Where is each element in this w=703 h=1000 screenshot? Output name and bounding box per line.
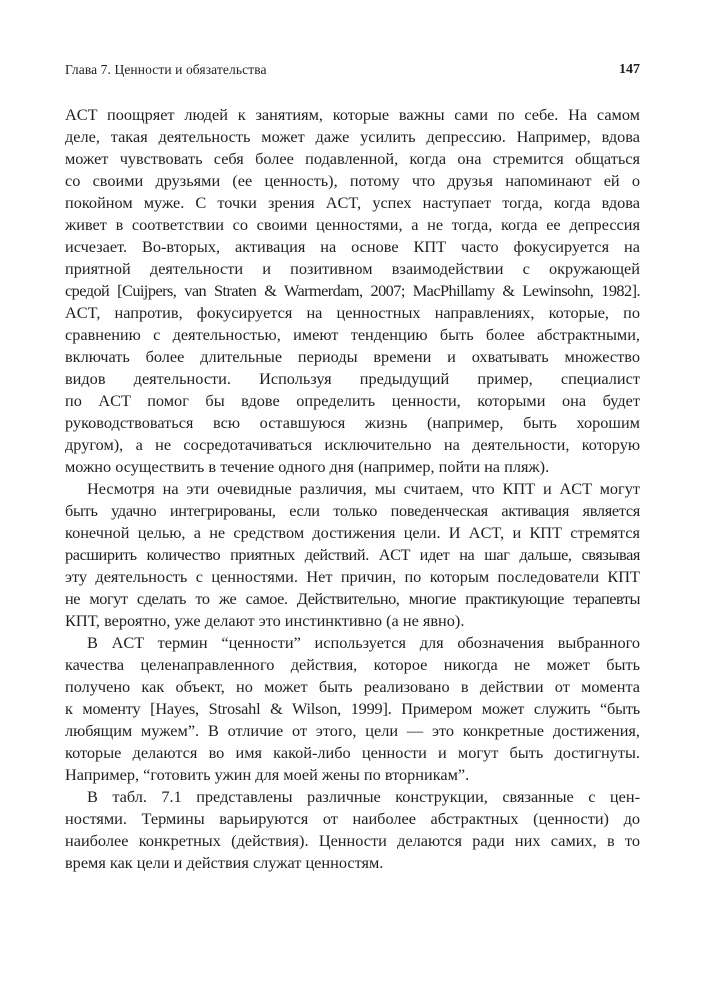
paragraph-3 (65, 632, 640, 786)
text-line: по ACT помог бы вдове определить ценности, которыми она будет (65, 391, 640, 410)
text-line: может чувствовать себя более подавленной, когда она стремится общаться (65, 149, 640, 168)
text-line: можно осуществить в течение одного дня (например, пойти на пляж). (65, 457, 550, 476)
text-line: В табл. 7.1 представлены различные конструкции, связанные с цен- (87, 787, 640, 806)
text-line: покойном муже. С точки зрения ACT, успех наступает тогда, когда вдова (65, 193, 640, 212)
paragraph-2 (65, 478, 640, 632)
page-number: 147 (619, 62, 640, 77)
text-line: приятной деятельности и позитивном взаимодействии с окружающей (65, 259, 640, 278)
text-line: живет в соответствии со своими ценностями, а не тогда, когда ее депрессия (65, 215, 640, 234)
chapter-title: Глава 7. Ценности и обязательства (65, 62, 267, 77)
text-line: КПТ, вероятно, уже делают это инстинктивно (а не явно). (65, 611, 465, 630)
text-line: не могут сделать то же самое. Действительно, многие практикующие терапевты (65, 589, 640, 608)
text-line: к моменту [Hayes, Strosahl & Wilson, 1999]. Примером может служить “быть (65, 699, 640, 718)
text-line: которые делаются во имя какой-либо ценности и могут быть достигнуты. (65, 743, 640, 762)
text-line: исчезает. Во-вторых, активация на основе КПТ часто фокусируется на (65, 237, 640, 256)
running-header (65, 62, 640, 82)
text-line: ностями. Термины варьируются от наиболее абстрактных (ценности) до (65, 809, 640, 828)
text-line: наиболее конкретных (действия). Ценности делаются ради них самих, в то (65, 831, 640, 850)
text-line: деле, такая деятельность может даже усилить депрессию. Например, вдова (65, 127, 640, 146)
text-line: ACT, напротив, фокусируется на ценностных направлениях, которые, по (65, 303, 640, 322)
text-line: любящим мужем”. В отличие от этого, цели — это конкретные достижения, (65, 721, 640, 740)
text-line: включать более длительные периоды времени и охватывать множество (65, 347, 640, 366)
text-line: конечной целью, а не средством достижения цели. И ACT, и КПТ стремятся (65, 523, 640, 542)
body-text (65, 104, 640, 874)
text-line: видов деятельности. Используя предыдущий пример, специалист (65, 369, 640, 388)
text-line: расширить количество приятных действий. ACT идет на шаг дальше, связывая (65, 545, 640, 564)
paragraph-1 (65, 104, 640, 478)
text-line: качества целенаправленного действия, которое никогда не может быть (65, 655, 640, 674)
text-line: Например, “готовить ужин для моей жены по вторникам”. (65, 765, 470, 784)
text-line: В ACT термин “ценности” используется для обозначения выбранного (87, 633, 640, 652)
text-line: другом), а не сосредотачиваться исключительно на деятельности, которую (65, 435, 640, 454)
text-line: ACT поощряет людей к занятиям, которые важны сами по себе. На самом (65, 105, 640, 124)
text-line: быть удачно интегрированы, если только поведенческая активация является (65, 501, 640, 520)
text-line: Несмотря на эти очевидные различия, мы считаем, что КПТ и ACT могут (87, 479, 640, 498)
text-line: средой [Cuijpers, van Straten & Warmerdam, 2007; MacPhillamy & Lewinsohn, 1982]. (65, 281, 640, 300)
text-line: руководствоваться всю оставшуюся жизнь (например, быть хорошим (65, 413, 640, 432)
text-line: получено как объект, но может быть реализовано в действии от момента (65, 677, 640, 696)
paragraph-4 (65, 786, 640, 874)
text-line: время как цели и действия служат ценностям. (65, 853, 384, 872)
text-line: эту деятельность с ценностями. Нет причин, по которым последователи КПТ (65, 567, 640, 586)
text-line: со своими друзьями (ее ценность), потому что друзья напоминают ей о (65, 171, 640, 190)
text-line: сравнению с деятельностью, имеют тенденцию быть более абстрактными, (65, 325, 640, 344)
